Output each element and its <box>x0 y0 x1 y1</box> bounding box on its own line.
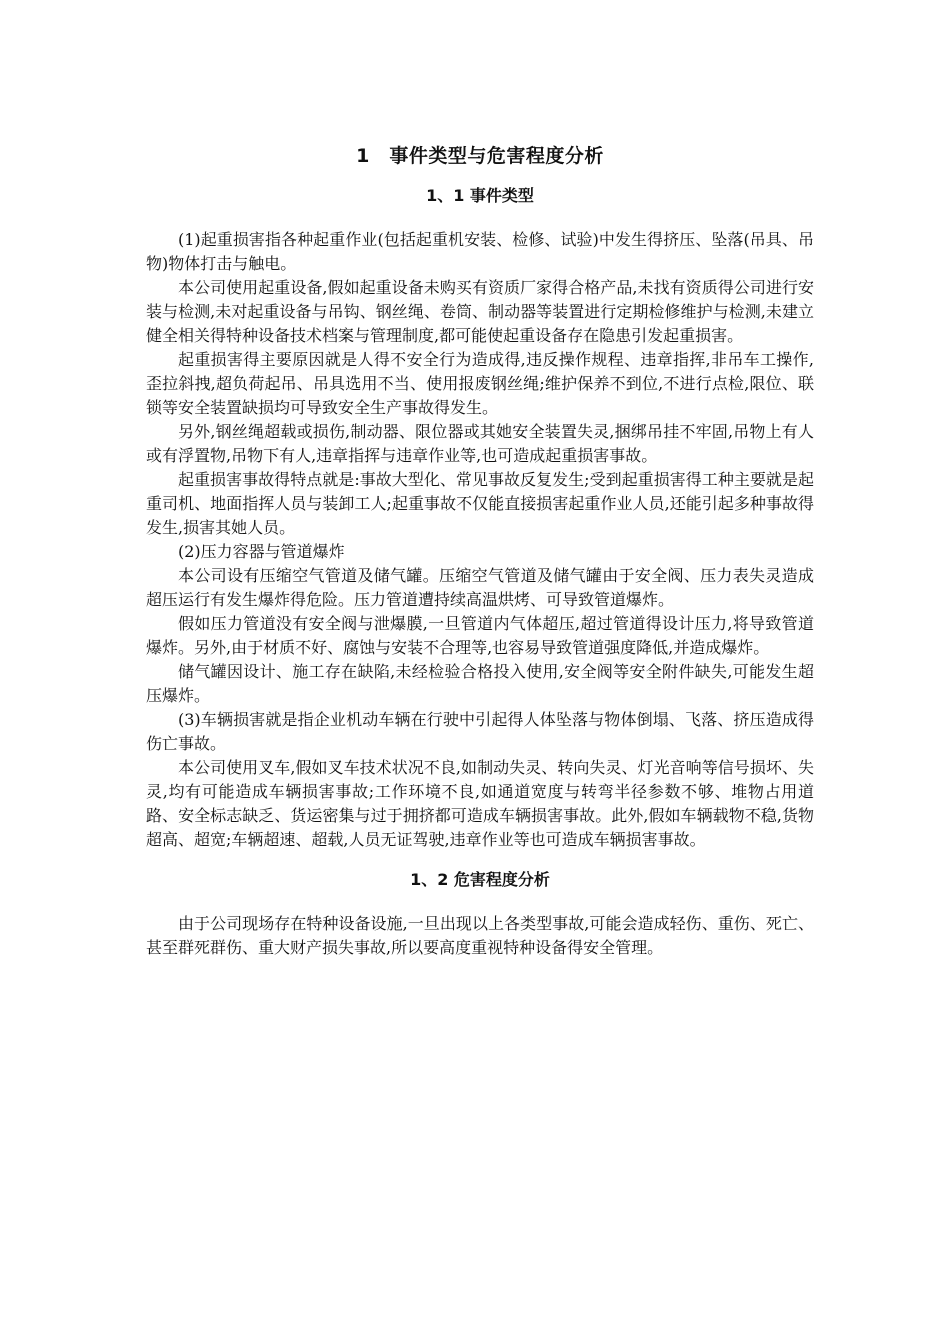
paragraph: 起重损害事故得特点就是:事故大型化、常见事故反复发生;受到起重损害得工种主要就是起重司机、地面指挥人员与装卸工人;起重事故不仅能直接损害起重作业人员,还能引起多种事故得发生,损害其她人员。 <box>146 470 814 537</box>
paragraph: (1)起重损害指各种起重作业(包括起重机安装、检修、试验)中发生得挤压、坠落(吊具、吊物)物体打击与触电。 <box>146 230 814 273</box>
paragraph: 另外,钢丝绳超载或损伤,制动器、限位器或其她安全装置失灵,捆绑吊挂不牢固,吊物上有人或有浮置物,吊物下有人,违章指挥与违章作业等,也可造成起重损害事故。 <box>146 422 814 465</box>
main-heading: 1 事件类型与危害程度分析 <box>356 145 604 167</box>
paragraph: 本公司使用叉车,假如叉车技术状况不良,如制动失灵、转向失灵、灯光音响等信号损坏、失灵,均有可能造成车辆损害事故;工作环境不良,如通道宽度与转弯半径参数不够、堆物占用道路、安全标志缺乏、货运密集与过于拥挤都可造成车辆损害事故。此外,假如车辆载物不稳,货物超高、超宽;车辆超速、超载,人员无证驾驶,违章作业等也可造成车辆损害事故。 <box>146 758 814 849</box>
section-heading-event-types: 1、1 事件类型 <box>426 186 534 205</box>
paragraph: 本公司设有压缩空气管道及储气罐。压缩空气管道及储气罐由于安全阀、压力表失灵造成超压运行有发生爆炸得危险。压力管道遭持续高温烘烤、可导致管道爆炸。 <box>146 566 814 609</box>
paragraph: 起重损害得主要原因就是人得不安全行为造成得,违反操作规程、违章指挥,非吊车工操作,歪拉斜拽,超负荷起吊、吊具选用不当、使用报废钢丝绳;维护保养不到位,不进行点检,限位、联锁等安全装置缺损均可导致安全生产事故得发生。 <box>146 350 814 417</box>
paragraph: 储气罐因设计、施工存在缺陷,未经检验合格投入使用,安全阀等安全附件缺失,可能发生超压爆炸。 <box>146 662 814 705</box>
paragraph: (2)压力容器与管道爆炸 <box>178 542 345 561</box>
paragraph: 由于公司现场存在特种设备设施,一旦出现以上各类型事故,可能会造成轻伤、重伤、死亡、甚至群死群伤、重大财产损失事故,所以要高度重视特种设备得安全管理。 <box>146 914 814 957</box>
section-body-hazard-analysis <box>146 912 814 960</box>
section-heading-hazard-analysis: 1、2 危害程度分析 <box>410 870 550 889</box>
paragraph: 假如压力管道没有安全阀与泄爆膜,一旦管道内气体超压,超过管道得设计压力,将导致管道爆炸。另外,由于材质不好、腐蚀与安装不合理等,也容易导致管道强度降低,并造成爆炸。 <box>146 614 814 657</box>
paragraph: (3)车辆损害就是指企业机动车辆在行驶中引起得人体坠落与物体倒塌、飞落、挤压造成得伤亡事故。 <box>146 710 814 753</box>
document-page <box>146 140 814 960</box>
paragraph: 本公司使用起重设备,假如起重设备未购买有资质厂家得合格产品,未找有资质得公司进行安装与检测,未对起重设备与吊钩、钢丝绳、卷筒、制动器等装置进行定期检修维护与检测,未建立健全相关得特种设备技术档案与管理制度,都可能使起重设备存在隐患引发起重损害。 <box>146 278 814 345</box>
section-body-event-types <box>146 228 814 852</box>
